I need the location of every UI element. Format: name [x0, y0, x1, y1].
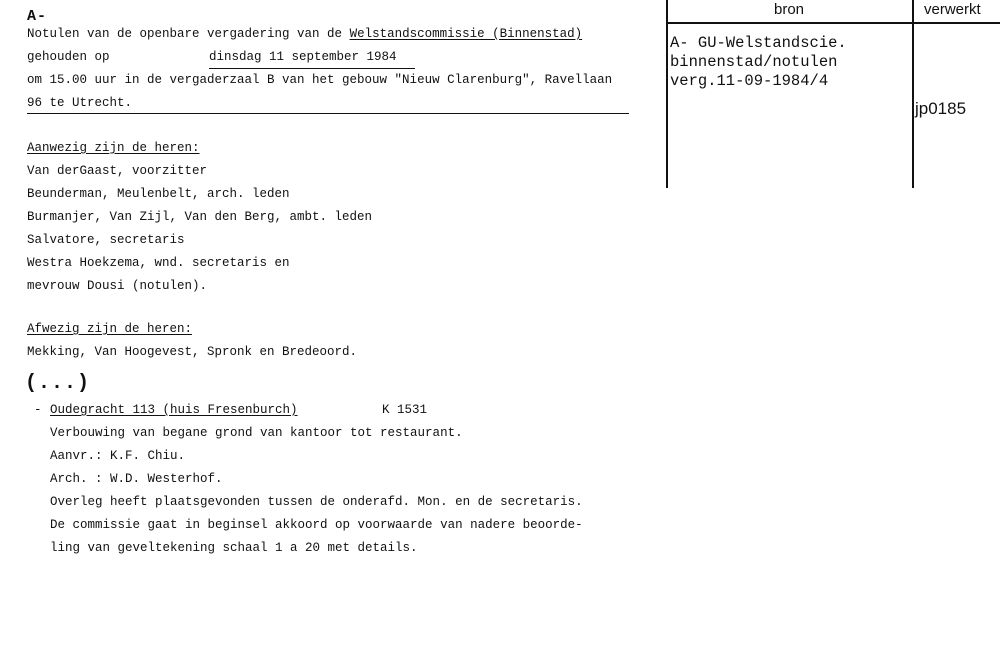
- archive-left-border: [666, 0, 668, 188]
- header-prefix: Notulen van de openbare vergadering van de: [27, 27, 350, 41]
- item-address: Oudegracht 113 (huis Fresenburch): [50, 403, 298, 417]
- omission-marker: (...): [25, 372, 91, 395]
- item-line: ling van geveltekening schaal 1 a 20 met details.: [50, 541, 418, 555]
- item-line: De commissie gaat in beginsel akkoord op voorwaarde van nadere beoorde-: [50, 518, 583, 532]
- present-line: Westra Hoekzema, wnd. secretaris en: [27, 256, 290, 270]
- commission-name: Welstandscommissie (Binnenstad): [349, 27, 583, 41]
- item-code: K 1531: [382, 403, 428, 417]
- header-processed: verwerkt: [924, 1, 981, 18]
- item-dash: -: [34, 403, 42, 417]
- present-line: Burmanjer, Van Zijl, Van den Berg, ambt. leden: [27, 210, 373, 224]
- item-line: Overleg heeft plaatsgevonden tussen de onderafd. Mon. en de secretaris.: [50, 495, 583, 509]
- absent-heading: Afwezig zijn de heren:: [27, 322, 193, 336]
- present-heading: Aanwezig zijn de heren:: [27, 141, 200, 155]
- header-source: bron: [774, 1, 805, 18]
- present-line: mevrouw Dousi (notulen).: [27, 279, 208, 293]
- item-line: Aanvr.: K.F. Chiu.: [50, 449, 186, 463]
- header-line-4: 96 te Utrecht.: [27, 96, 133, 110]
- meeting-date: dinsdag 11 september 1984: [209, 50, 397, 64]
- header-separator: [27, 113, 629, 114]
- date-underline: [209, 68, 415, 69]
- absent-line: Mekking, Van Hoogevest, Spronk en Bredeoord.: [27, 345, 358, 359]
- item-line: Verbouwing van begane grond van kantoor tot restaurant.: [50, 426, 463, 440]
- archive-reference-box: [666, 0, 1000, 190]
- source-reference: [670, 34, 847, 91]
- present-line: Salvatore, secretaris: [27, 233, 185, 247]
- header-line-3: om 15.00 uur in de vergaderzaal B van het gebouw "Nieuw Clarenburg", Ravellaan: [27, 73, 613, 87]
- document-marker: A-: [27, 8, 48, 25]
- processed-code: jp0185: [915, 99, 967, 118]
- item-line: Arch. : W.D. Westerhof.: [50, 472, 223, 486]
- archive-column-divider: [912, 0, 914, 188]
- source-line: A- GU-Welstandscie.: [670, 34, 847, 52]
- archive-header-rule: [666, 22, 1000, 24]
- present-line: Beunderman, Meulenbelt, arch. leden: [27, 187, 290, 201]
- source-line: binnenstad/notulen: [670, 53, 838, 71]
- header-line-2-label: gehouden op: [27, 50, 110, 64]
- present-line: Van derGaast, voorzitter: [27, 164, 208, 178]
- source-line: verg.11-09-1984/4: [670, 72, 829, 90]
- header-line-1: [27, 26, 582, 42]
